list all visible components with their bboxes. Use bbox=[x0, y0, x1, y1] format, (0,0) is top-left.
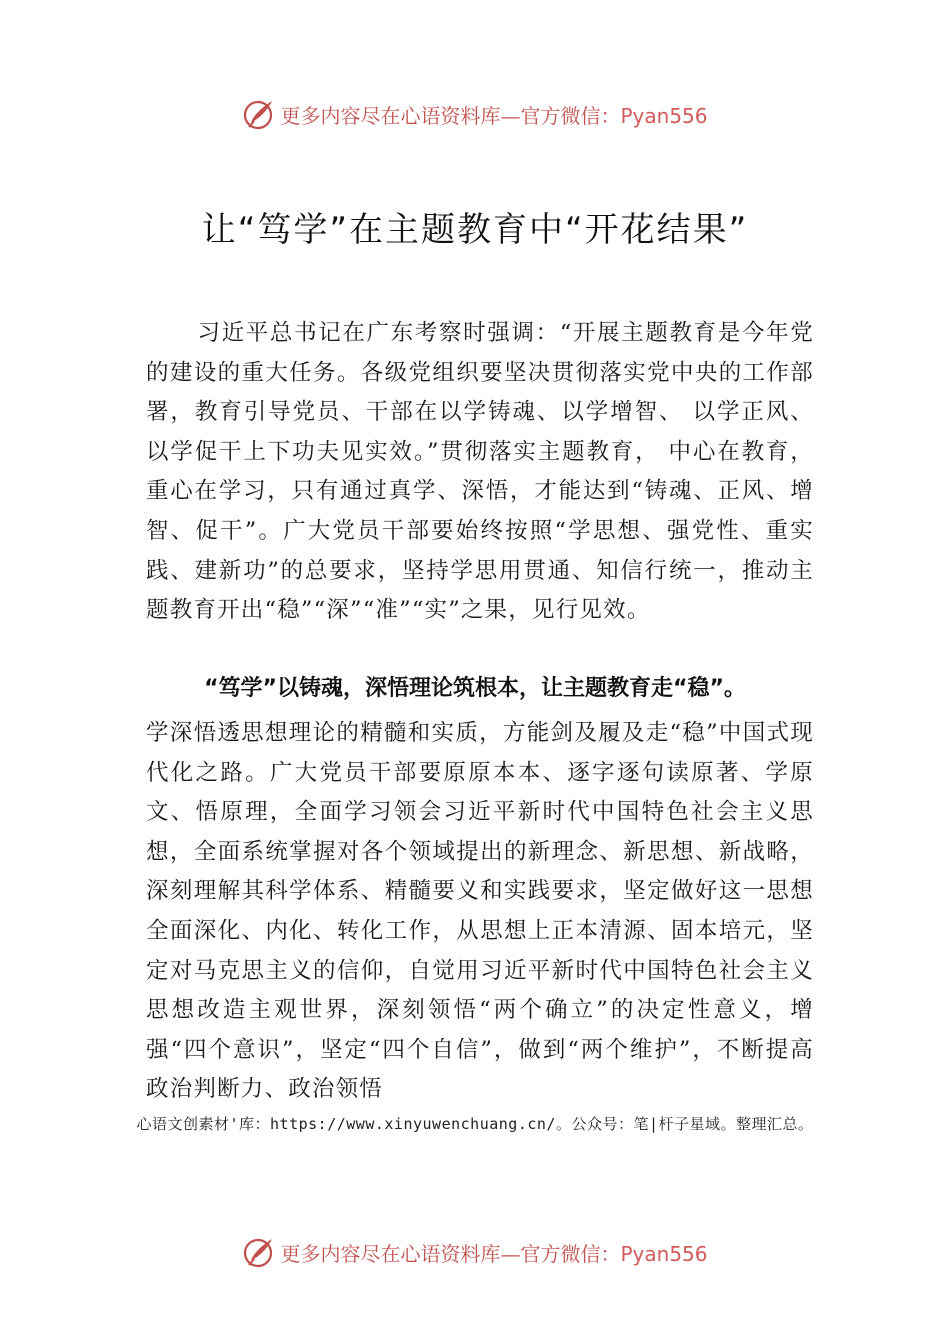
banner-label: 更多内容尽在心语资料库—官方微信： bbox=[280, 103, 621, 128]
header-banner bbox=[0, 94, 950, 134]
banner-text bbox=[280, 1238, 707, 1267]
paragraph-1-text: 习近平总书记在广东考察时强调：“开展主题教育是今年党的建设的重大任务。各级党组织要坚决贯彻落实党中央的工作部署，教育引导党员、干部在以学铸魂、以学增智、 以学正风、以学促干上下功夫见实效。”贯彻落实主题教育， 中心在教育，重心在学习，只有通过真学、深悟，才能达到“铸魂、正风、增智、促干”。广大党员干部要始终按照“学思想、强党性、重实践、建新功”的总要求，坚持学思用贯通、知信行统一，推动主题教育开出“稳”“深”“准”“实”之果，见行见效。 bbox=[146, 320, 814, 624]
wechat-id: Pyan556 bbox=[620, 103, 708, 128]
footer-banner bbox=[0, 1232, 950, 1272]
paragraph-1 bbox=[146, 314, 814, 631]
document-title: 让“笃学”在主题教育中“开花结果” bbox=[201, 210, 749, 250]
source-note: 心语文创素材'库：https://www.xinyuwenchuang.cn/。公众号：笔|杆子星域。整理汇总。 bbox=[136, 1115, 814, 1133]
wechat-id: Pyan556 bbox=[620, 1241, 708, 1266]
banner-text bbox=[280, 100, 707, 129]
subheading-1: “笃学”以铸魂，深悟理论筑根本，让主题教育走“稳”。 bbox=[204, 676, 746, 701]
quill-logo-icon bbox=[242, 97, 276, 131]
quill-logo-icon bbox=[242, 1235, 276, 1269]
paragraph-2: 学深悟透思想理论的精髓和实质，方能剑及履及走“稳”中国式现代化之路。广大党员干部要原原本本、逐字逐句读原著、学原文、悟原理，全面学习领会习近平新时代中国特色社会主义思想，全面系统掌握对各个领域提出的新理念、新思想、新战略，深刻理解其科学体系、精髓要义和实践要求，坚定做好这一思想全面深化、内化、转化工作，从思想上正本清源、固本培元，坚定对马克思主义的信仰，自觉用习近平新时代中国特色社会主义思想改造主观世界，深刻领悟“两个确立”的决定性意义，增强“四个意识”，坚定“四个自信”，做到“两个维护”，不断提高政治判断力、政治领悟 bbox=[146, 720, 814, 1103]
banner-label: 更多内容尽在心语资料库—官方微信： bbox=[280, 1241, 621, 1266]
